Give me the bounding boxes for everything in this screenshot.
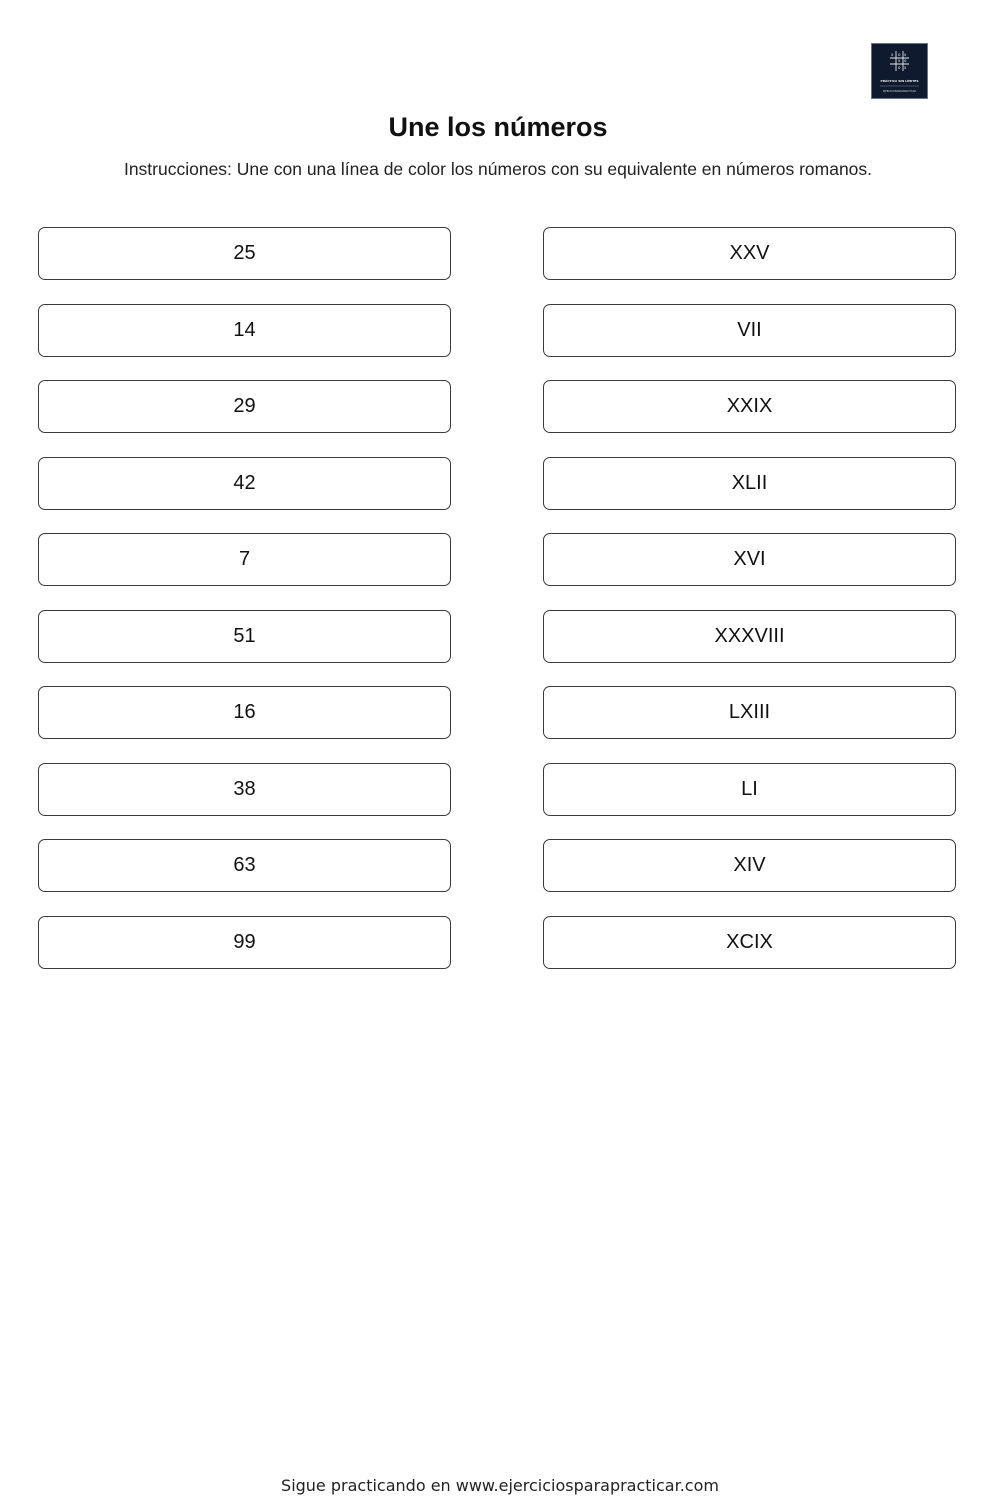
instructions-text: Instrucciones: Une con una línea de color los números con su equivalente en números romanos. — [123, 159, 873, 179]
svg-text:x: x — [904, 52, 907, 57]
number-box[interactable]: 42 — [38, 457, 451, 510]
roman-numeral-box[interactable]: XXXVIII — [543, 610, 956, 663]
number-box[interactable]: 14 — [38, 304, 451, 357]
svg-text:x: x — [891, 52, 894, 57]
roman-numeral-box[interactable]: XCIX — [543, 916, 956, 969]
tic-tac-toe-logo-icon — [872, 44, 927, 98]
svg-text:o: o — [898, 52, 901, 57]
roman-numeral-box[interactable]: XXIX — [543, 380, 956, 433]
number-box[interactable]: 7 — [38, 533, 451, 586]
roman-numerals-column — [543, 227, 956, 992]
footer-text: Sigue practicando en www.ejerciciosparapracticar.com — [281, 1476, 719, 1495]
roman-numeral-box[interactable]: XIV — [543, 839, 956, 892]
logo-line1: PRÁCTICA SIN LÍMITES — [880, 79, 919, 83]
svg-text:x: x — [904, 65, 907, 70]
logo — [871, 43, 928, 99]
page-title: Une los números — [388, 112, 608, 142]
numbers-column — [38, 227, 451, 992]
logo-line2: EJERCICIOSPARAPRACTICAR — [883, 90, 916, 93]
number-box[interactable]: 25 — [38, 227, 451, 280]
svg-text:o: o — [898, 65, 901, 70]
number-box[interactable]: 38 — [38, 763, 451, 816]
roman-numeral-box[interactable]: LXIII — [543, 686, 956, 739]
number-box[interactable]: 16 — [38, 686, 451, 739]
roman-numeral-box[interactable]: XXV — [543, 227, 956, 280]
roman-numeral-box[interactable]: XVI — [543, 533, 956, 586]
roman-numeral-box[interactable]: LI — [543, 763, 956, 816]
svg-text:x: x — [898, 58, 901, 63]
number-box[interactable]: 63 — [38, 839, 451, 892]
number-box[interactable]: 51 — [38, 610, 451, 663]
svg-text:o: o — [904, 58, 907, 63]
number-box[interactable]: 99 — [38, 916, 451, 969]
roman-numeral-box[interactable]: VII — [543, 304, 956, 357]
number-box[interactable]: 29 — [38, 380, 451, 433]
roman-numeral-box[interactable]: XLII — [543, 457, 956, 510]
